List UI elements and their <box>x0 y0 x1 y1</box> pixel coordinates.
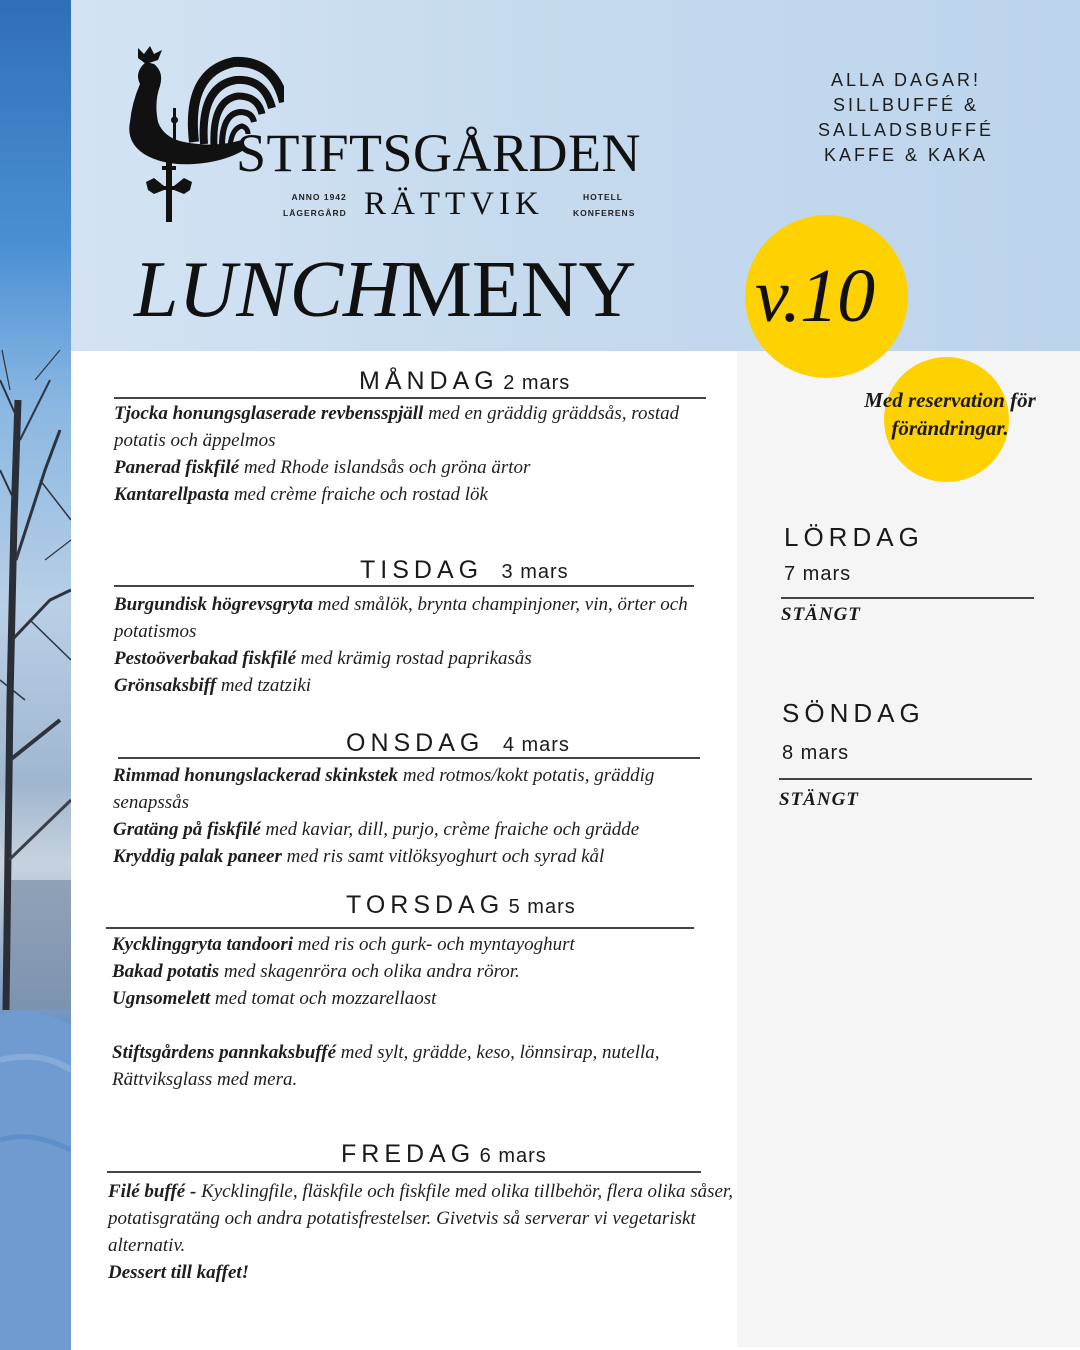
status-sunday: STÄNGT <box>779 789 859 810</box>
tagline-line: SILLBUFFÉ & <box>832 95 980 115</box>
dish-item: Pestoöverbakad fiskfilé med krämig rostad paprikasås <box>114 648 532 669</box>
day-name-sunday: SÖNDAG <box>782 698 925 728</box>
day-header-friday <box>341 1140 547 1169</box>
menu-monday <box>114 400 714 508</box>
bare-tree-icon <box>0 0 71 1350</box>
day-name-saturday: LÖRDAG <box>784 522 924 552</box>
day-date: 4 mars <box>502 734 570 756</box>
tagline-line: ALLA DAGAR! <box>830 70 982 90</box>
divider <box>779 778 1032 780</box>
reservation-note: Med reservation för förändringar. <box>864 388 1036 440</box>
divider <box>118 757 700 759</box>
menu-tuesday <box>114 591 704 699</box>
brand-conference: KONFERENS <box>573 208 636 218</box>
day-header-monday <box>359 367 570 396</box>
winter-photo-strip <box>0 0 71 1350</box>
day-date: 3 mars <box>501 561 569 583</box>
day-name: ONSDAG <box>346 729 485 757</box>
divider <box>107 1171 701 1173</box>
brand-right-small <box>573 189 635 221</box>
dish-item: Kryddig palak paneer med ris samt vitlöksyoghurt och syrad kål <box>113 846 605 867</box>
menu-friday <box>108 1178 733 1286</box>
dish-item: Tjocka honungsglaserade revbensspjäll med en gräddig gräddsås, rostad potatis och äppelmos <box>114 403 680 451</box>
brand-city: RÄTTVIK <box>364 186 544 222</box>
week-number: v.10 <box>755 254 875 338</box>
dish-item: Kantarellpasta med crème fraiche och rostad lök <box>114 484 488 505</box>
dish-item: Grönsaksbiff med tzatziki <box>114 675 312 696</box>
brand-left-small <box>283 189 347 221</box>
tagline-line: SALLADSBUFFÉ <box>817 120 995 140</box>
divider <box>114 585 694 587</box>
dish-item: Kycklinggryta tandoori med ris och gurk- och myntayoghurt <box>112 934 575 955</box>
title-regular: MENY <box>400 246 637 334</box>
day-header-wednesday <box>346 729 570 758</box>
dish-item: Filé buffé - Kycklingfile, fläskfile och fiskfile med olika tillbehör, flera olika såser, potatisgratäng och andra potatisfrestelser. Givetvis så serverar vi vegetariskt alternativ. <box>108 1181 733 1256</box>
menu-wednesday <box>113 762 733 870</box>
brand-hotel: HOTELL <box>583 192 623 202</box>
dish-item: Burgundisk högrevsgryta med smålök, brynta champinjoner, vin, örter och potatismos <box>114 594 688 642</box>
dish-item: Dessert till kaffet! <box>108 1262 250 1283</box>
brand-camp: LÄGERGÅRD <box>283 208 347 218</box>
status-saturday: STÄNGT <box>781 604 861 625</box>
divider <box>106 927 694 929</box>
day-name: FREDAG <box>341 1140 476 1168</box>
dish-item: Stiftsgårdens pannkaksbuffé med sylt, grädde, keso, lönnsirap, nutella, Rättviksglass med mera. <box>112 1042 660 1090</box>
brand-name: STIFTSGÅRDEN <box>236 123 642 183</box>
day-date-sunday: 8 mars <box>782 742 850 764</box>
day-date: 5 mars <box>508 896 576 918</box>
dish-item: Gratäng på fiskfilé med kaviar, dill, purjo, crème fraiche och grädde <box>113 819 640 840</box>
day-name: TORSDAG <box>346 891 505 919</box>
menu-thursday <box>112 931 737 1093</box>
day-header-tuesday <box>360 556 569 585</box>
brand-founded: ANNO 1942 <box>291 192 347 202</box>
page-title <box>134 246 637 334</box>
daily-buffet-tagline <box>790 68 1022 168</box>
dish-item: Rimmad honungslackerad skinkstek med rotmos/kokt potatis, gräddig senapssås <box>113 765 655 813</box>
day-name: MÅNDAG <box>359 367 499 395</box>
day-name: TISDAG <box>360 556 484 584</box>
dish-item: Ugnsomelett med tomat och mozzarellaost <box>112 988 437 1009</box>
dish-item: Panerad fiskfilé med Rhode islandsås och gröna ärtor <box>114 457 531 478</box>
day-date: 2 mars <box>503 372 571 394</box>
dish-item: Bakad potatis med skagenröra och olika andra röror. <box>112 961 520 982</box>
divider <box>781 597 1034 599</box>
day-header-thursday <box>346 891 576 920</box>
day-date-saturday: 7 mars <box>784 563 852 585</box>
weekend-panel <box>737 351 1080 1347</box>
tagline-line: KAFFE & KAKA <box>823 145 989 165</box>
divider <box>114 397 706 399</box>
title-italic: LUNCH <box>134 246 401 334</box>
day-date: 6 mars <box>479 1145 547 1167</box>
